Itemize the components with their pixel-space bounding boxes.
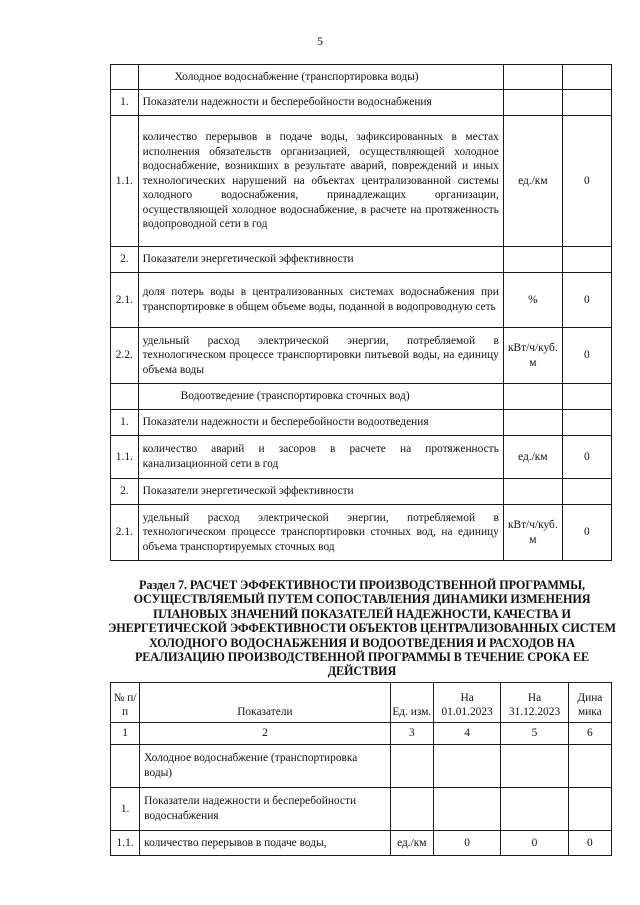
- header-name: Показатели: [140, 683, 391, 723]
- value-cell: [562, 410, 611, 436]
- dynamics-value: [568, 788, 611, 831]
- table-row: [111, 247, 612, 273]
- dynamics-value: [568, 745, 611, 788]
- header-dynamics: Дина мика: [568, 683, 611, 723]
- page-number: 5: [317, 34, 323, 48]
- index-cell: 1: [111, 723, 140, 745]
- group-title: Показатели надежности и бесперебойности водоотведения: [138, 410, 503, 436]
- value-cell: 0: [562, 328, 611, 384]
- start-value: [433, 788, 500, 831]
- efficiency-table: [110, 682, 612, 856]
- start-value: [433, 745, 500, 788]
- unit-cell: ед./км: [390, 831, 433, 856]
- row-number: 2.1.: [111, 505, 139, 561]
- end-value: 0: [501, 831, 568, 856]
- unit-cell: [503, 410, 562, 436]
- row-number: [111, 65, 139, 90]
- row-number: 2.1.: [111, 273, 139, 328]
- table-row: [111, 788, 612, 831]
- indicators-table: [110, 64, 612, 561]
- table-row: [111, 65, 612, 90]
- table-header-row: [111, 683, 612, 723]
- group-title: Показатели надежности и бесперебойности водоснабжения: [138, 90, 503, 116]
- unit-cell: [390, 745, 433, 788]
- value-cell: [562, 384, 611, 410]
- unit-cell: [503, 247, 562, 273]
- index-cell: 2: [140, 723, 391, 745]
- unit-cell: [503, 90, 562, 116]
- section-title: Водоотведение (транспортировка сточных вод): [138, 384, 503, 410]
- value-cell: [562, 65, 611, 90]
- end-value: [501, 788, 568, 831]
- table-row: [111, 436, 612, 479]
- value-cell: 0: [562, 505, 611, 561]
- indicator-name: доля потерь воды в централизованных системах водоснабжения при транспортировке в общем объеме воды, поданной в водопроводную сеть: [138, 273, 503, 328]
- unit-cell: [503, 384, 562, 410]
- header-unit: Ед. изм.: [390, 683, 433, 723]
- row-number: 2.: [111, 247, 139, 273]
- unit-cell: [390, 788, 433, 831]
- value-cell: [562, 90, 611, 116]
- table-row: [111, 745, 612, 788]
- section-title: Холодное водоснабжение (транспортировка воды): [138, 65, 503, 90]
- index-cell: 5: [501, 723, 568, 745]
- group-title: Показатели энергетической эффективности: [138, 247, 503, 273]
- table-row: [111, 831, 612, 856]
- section-7-heading: Раздел 7. РАСЧЕТ ЭФФЕКТИВНОСТИ ПРОИЗВОДСТВЕННОЙ ПРОГРАММЫ, ОСУЩЕСТВЛЯЕМЫЙ ПУТЕМ СОПОСТАВЛЕНИЯ ДИНАМИКИ ИЗМЕНЕНИЯ ПЛАНОВЫХ ЗНАЧЕНИЙ ПОКАЗАТЕЛЕЙ НАДЕЖНОСТИ, КАЧЕСТВА И ЭНЕРГЕТИЧЕСКОЙ ЭФФЕКТИВНОСТИ ОБЪЕКТОВ ЦЕНТРАЛИЗОВАННЫХ СИСТЕМ ХОЛОДНОГО ВОДОСНАБЖЕНИЯ И ВОДООТВЕДЕНИЯ И РАСХОДОВ НА РЕАЛИЗАЦИЮ ПРОИЗВОДСТВЕННОЙ ПРОГРАММЫ В ТЕЧЕНИЕ СРОКА ЕЕ ДЕЙСТВИЯ: [108, 578, 616, 679]
- indicator-name: количество перерывов в подаче воды, зафиксированных в местах исполнения обязательств организацией, осуществляющей холодное водоснабжение, возникших в результате аварий, повреждений и иных технологических нарушений на объектах централизованной системы холодного водоснабжения, принадлежащих организации, осуществляющей холодное водоснабжение, в расчете на протяженность водопроводной сети в год: [138, 116, 503, 247]
- table-row: [111, 116, 612, 247]
- row-number: [111, 745, 140, 788]
- header-start-date: На 01.01.2023: [433, 683, 500, 723]
- table-row: [111, 384, 612, 410]
- table-row: [111, 410, 612, 436]
- index-cell: 6: [568, 723, 611, 745]
- row-number: 1.1.: [111, 116, 139, 247]
- index-cell: 4: [433, 723, 500, 745]
- table-row: [111, 328, 612, 384]
- unit-cell: ед./км: [503, 436, 562, 479]
- header-num: № п/п: [111, 683, 140, 723]
- value-cell: 0: [562, 436, 611, 479]
- row-number: 2.: [111, 479, 139, 505]
- row-number: 2.2.: [111, 328, 139, 384]
- table-row: [111, 273, 612, 328]
- row-number: 1.1.: [111, 436, 139, 479]
- value-cell: 0: [562, 116, 611, 247]
- row-number: 1.: [111, 788, 140, 831]
- column-index-row: [111, 723, 612, 745]
- unit-cell: [503, 479, 562, 505]
- table-row: [111, 505, 612, 561]
- end-value: [501, 745, 568, 788]
- indicator-name: удельный расход электрической энергии, потребляемой в технологическом процессе транспортировки сточных вод, на единицу объема транспортируемых сточных вод: [138, 505, 503, 561]
- unit-cell: ед./км: [503, 116, 562, 247]
- row-number: 1.1.: [111, 831, 140, 856]
- index-cell: 3: [390, 723, 433, 745]
- table-row: [111, 90, 612, 116]
- indicator-name: количество перерывов в подаче воды,: [140, 831, 391, 856]
- indicator-name: удельный расход электрической энергии, потребляемой в технологическом процессе транспортировки питьевой воды, на единицу объема воды: [138, 328, 503, 384]
- start-value: 0: [433, 831, 500, 856]
- indicator-name: количество аварий и засоров в расчете на протяженность канализационной сети в год: [138, 436, 503, 479]
- row-number: [111, 384, 139, 410]
- value-cell: 0: [562, 273, 611, 328]
- value-cell: [562, 247, 611, 273]
- unit-cell: кВт/ч/куб. м: [503, 505, 562, 561]
- unit-cell: кВт/ч/куб. м: [503, 328, 562, 384]
- row-number: 1.: [111, 410, 139, 436]
- value-cell: [562, 479, 611, 505]
- header-end-date: На 31.12.2023: [501, 683, 568, 723]
- group-title: Показатели надежности и бесперебойности водоснабжения: [140, 788, 391, 831]
- section-title: Холодное водоснабжение (транспортировка воды): [140, 745, 391, 788]
- unit-cell: %: [503, 273, 562, 328]
- row-number: 1.: [111, 90, 139, 116]
- group-title: Показатели энергетической эффективности: [138, 479, 503, 505]
- table-row: [111, 479, 612, 505]
- unit-cell: [503, 65, 562, 90]
- dynamics-value: 0: [568, 831, 611, 856]
